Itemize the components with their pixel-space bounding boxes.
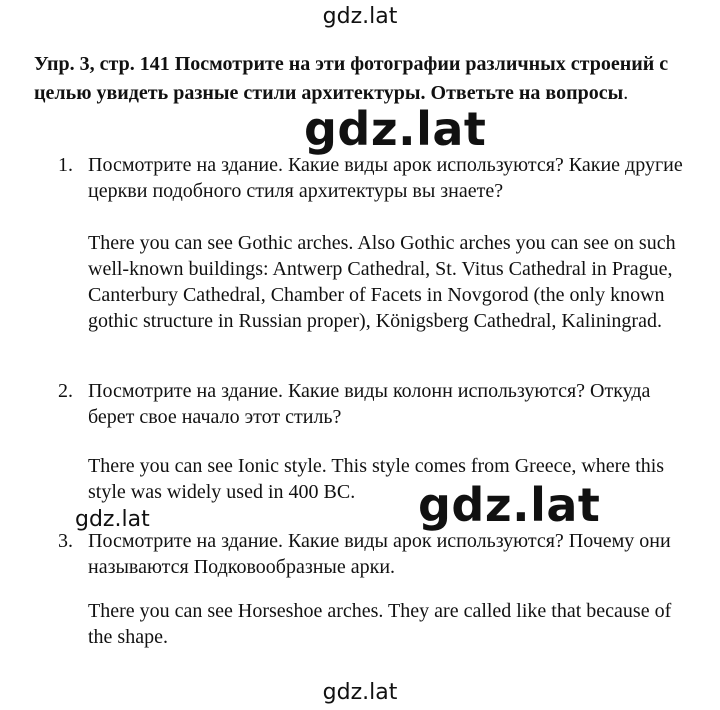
question-item-2 — [58, 378, 698, 430]
question-text: Посмотрите на здание. Какие виды арок используются? Какие другие церкви подобного стиля архитектуры вы знаете? — [88, 154, 683, 202]
question-item-1 — [58, 152, 698, 204]
answer-text-3: There you can see Horseshoe arches. They are called like that because of the shape. — [88, 600, 672, 648]
watermark-bottom: gdz.lat — [322, 680, 398, 705]
watermark-left: gdz.lat — [75, 507, 150, 532]
answer-text-2: There you can see Ionic style. This style comes from Greece, where this style was widely used in 400 BC. — [88, 455, 665, 503]
question-text: Посмотрите на здание. Какие виды колонн используются? Откуда берет свое начало этот стиль? — [88, 380, 651, 428]
answer-text-1: There you can see Gothic arches. Also Gothic arches you can see on such well-known buildings: Antwerp Cathedral, St. Vitus Cathedral in Prague, Canterbury Cathedral, Chamber of Facets in Novgorod (the only known gothic structure in Russian proper), Königsberg Cathedral, Kaliningrad. — [88, 232, 676, 332]
question-number: 2. — [58, 380, 73, 402]
task-heading — [34, 50, 694, 108]
question-text: Посмотрите на здание. Какие виды арок используются? Почему они называются Подковообразные арки. — [88, 530, 671, 578]
question-item-3 — [58, 528, 698, 580]
watermark-top: gdz.lat — [322, 4, 398, 29]
watermark-large-upper: gdz.lat — [304, 102, 487, 156]
task-end-dot: . — [623, 82, 629, 104]
task-title: Упр. 3, стр. 141 Посмотрите на эти фотографии различных строений с целью увидеть разные стили архитектуры. Ответьте на вопросы — [34, 53, 669, 104]
watermark-large-lower: gdz.lat — [418, 478, 601, 532]
question-number: 1. — [58, 154, 73, 176]
question-number: 3. — [58, 530, 73, 552]
